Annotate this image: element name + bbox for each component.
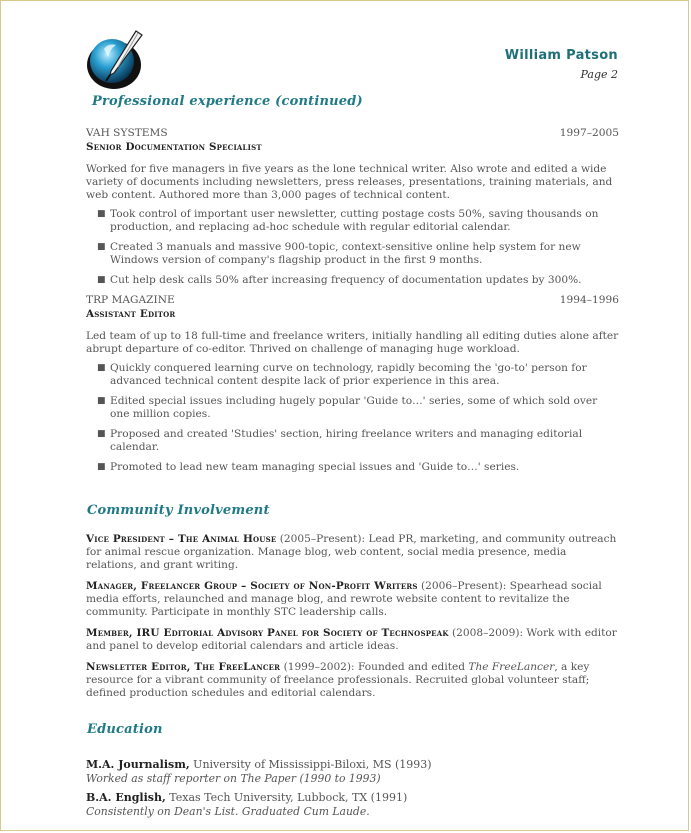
degree: B.A. English, — [86, 791, 166, 804]
candidate-name: William Patson — [504, 48, 618, 63]
bullet-icon: ■ — [97, 209, 106, 219]
community-item — [86, 580, 619, 619]
bullet-text: Promoted to lead new team managing special issues and 'Guide to…' series. — [110, 461, 520, 473]
bullet-text: Took control of important user newsletter, cutting postage costs 50%, saving thousands on production, and replacing ad-hoc schedule with regular editorial calendar. — [110, 208, 599, 233]
quill-pen-logo-icon — [84, 27, 148, 91]
community-role: Manager, Freelancer Group – Society of Non-Profit Writers — [86, 580, 418, 592]
job-company: VAH SYSTEMS — [86, 127, 168, 139]
job-summary: Worked for five managers in five years as the lone technical writer. Also wrote and edited a wide variety of documents including newsletters, press releases, presentations, training materials, and web content. Authored more than 3,000 pages of technical content. — [86, 163, 613, 201]
bullet-text: Created 3 manuals and massive 900-topic, context-sensitive online help system for new Windows version of company's flagship product in the first 9 months. — [110, 241, 581, 266]
community-item — [86, 533, 619, 572]
publication-name: The FreeLancer — [468, 661, 555, 673]
list-item — [86, 395, 619, 421]
community-description: (1999–2002): Founded and edited — [280, 661, 469, 673]
job-company: TRP MAGAZINE — [86, 294, 175, 306]
job-dates: 1994–1996 — [559, 294, 619, 306]
community-description: (2008–2009): Work with editor and panel to develop editorial calendars and article ideas. — [86, 627, 617, 652]
education-note: Consistently on Dean's List. Graduated Cum Laude. — [86, 805, 370, 818]
education-item — [86, 758, 619, 785]
bullet-icon: ■ — [97, 242, 106, 252]
education-section-title: Education — [87, 722, 163, 737]
list-item — [86, 241, 619, 267]
bullet-text: Proposed and created 'Studies' section, hiring freelance writers and managing editorial calendar. — [110, 428, 583, 453]
community-description: (2005–Present): Lead PR, marketing, and community outreach for animal rescue organization. Manage blog, web content, social media presence, media relations, and grant writing. — [86, 533, 617, 571]
bullet-icon: ■ — [97, 275, 106, 285]
bullet-text: Quickly conquered learning curve on technology, rapidly becoming the 'go-to' person for advanced technical content despite lack of prior experience in this area. — [110, 362, 587, 387]
experience-section-title: Professional experience (continued) — [92, 94, 363, 109]
job-bullets — [86, 208, 619, 287]
list-item — [86, 362, 619, 388]
page-number: Page 2 — [580, 68, 618, 81]
bullet-text: Cut help desk calls 50% after increasing frequency of documentation updates by 300%. — [110, 274, 582, 286]
community-section — [86, 533, 619, 708]
community-item — [86, 661, 619, 700]
job-title: Senior Documentation Specialist — [86, 141, 262, 153]
community-role: Newsletter Editor, The FreeLancer — [86, 661, 281, 673]
bullet-text: Edited special issues including hugely popular 'Guide to…' series, some of which sold over one million copies. — [110, 395, 598, 420]
job-dates: 1997–2005 — [559, 127, 619, 139]
bullet-icon: ■ — [97, 429, 106, 439]
degree: M.A. Journalism, — [86, 758, 190, 771]
list-item — [86, 274, 619, 287]
institution: University of Mississippi-Biloxi, MS (1993) — [189, 758, 432, 771]
job-title: Assistant Editor — [86, 308, 176, 320]
institution: Texas Tech University, Lubbock, TX (1991) — [165, 791, 408, 804]
bullet-icon: ■ — [97, 462, 106, 472]
job-bullets — [86, 362, 619, 474]
education-note: Worked as staff reporter on The Paper (1990 to 1993) — [86, 772, 381, 785]
community-role: Vice President – The Animal House — [86, 533, 277, 545]
job-summary: Led team of up to 18 full-time and freelance writers, initially handling all editing duties alone after abrupt departure of co-editor. Thrived on challenge of managing huge workload. — [86, 330, 619, 355]
education-item — [86, 791, 619, 818]
community-description: (2006–Present): Spearhead social media efforts, relaunched and manage blog, and rewrote website content to revitalize the community. Participate in monthly STC leadership calls. — [86, 580, 602, 618]
bullet-icon: ■ — [97, 396, 106, 406]
community-section-title: Community Involvement — [87, 503, 270, 518]
experience-section — [86, 127, 619, 481]
community-item — [86, 627, 619, 653]
job-header — [86, 127, 619, 140]
education-section — [86, 758, 619, 824]
community-role: Member, IRU Editorial Advisory Panel for Society of Technospeak — [86, 627, 449, 639]
community-description: , a key resource for a vibrant community of freelance professionals. Recruited global volunteer staff; defined production schedules and editorial calendars. — [86, 661, 590, 699]
bullet-icon: ■ — [97, 363, 106, 373]
list-item — [86, 461, 619, 474]
list-item — [86, 428, 619, 454]
job-header — [86, 294, 619, 307]
list-item — [86, 208, 619, 234]
